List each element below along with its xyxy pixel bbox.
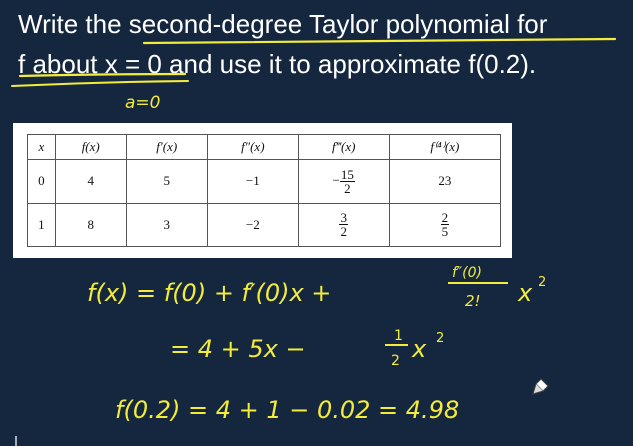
- cell-f1: 5: [126, 160, 207, 203]
- f3-numerator: 3: [340, 210, 347, 226]
- problem-line2-underlined: f about x = 0: [18, 49, 162, 79]
- cell-f: 8: [55, 203, 126, 246]
- work-line2-x: x: [412, 335, 427, 363]
- header-fx: f(x): [55, 135, 126, 160]
- underline-about-x0: [20, 74, 185, 76]
- work-line3-approximation: f(0.2) = 4 + 1 − 0.02 = 4.98: [115, 396, 460, 424]
- f3-sign: −: [332, 172, 340, 188]
- work-line1-numerator: f″(0): [452, 265, 482, 281]
- cell-f2: −2: [207, 203, 298, 246]
- header-f4x: f⁽⁴⁾(x): [389, 135, 500, 160]
- problem-line1-prefix: Write the: [18, 9, 129, 39]
- f3-denominator: 2: [344, 180, 351, 196]
- f3-numerator: 15: [340, 166, 354, 182]
- cell-f: 4: [55, 160, 126, 203]
- header-x: x: [28, 135, 56, 160]
- cell-x: 1: [28, 203, 56, 246]
- work-line2-expression: = 4 + 5x −: [170, 335, 306, 363]
- cell-f1: 3: [126, 203, 207, 246]
- work-line2-denominator: 2: [391, 353, 400, 369]
- header-f3x: f‴(x): [298, 135, 389, 160]
- work-line1-lhs: f(x) = f(0) + f′(0)x +: [87, 279, 332, 307]
- f4-denominator: 5: [441, 224, 449, 240]
- header-f2x: f″(x): [207, 135, 298, 160]
- pen-cursor-icon: [533, 379, 548, 394]
- work-line2-numerator: 1: [394, 328, 403, 344]
- work-line1-exponent: 2: [538, 275, 547, 290]
- problem-line2-suffix: and use it to approximate f(0.2).: [161, 49, 537, 79]
- problem-line1-underlined: second-degree Taylor polynomial: [128, 9, 510, 39]
- underline-about-x0-second: [12, 81, 188, 86]
- cell-f2: −1: [207, 160, 298, 203]
- f3-denominator: 2: [340, 224, 347, 240]
- work-line1-x: x: [518, 279, 533, 307]
- header-f1x: f′(x): [126, 135, 207, 160]
- problem-line1-suffix: for: [509, 9, 548, 39]
- work-line2-exponent: 2: [436, 331, 445, 346]
- annotation-a-equals-0: a=0: [125, 93, 161, 113]
- cell-f4: 23: [389, 160, 500, 203]
- f4-numerator: 2: [441, 210, 449, 226]
- cell-x: 0: [28, 160, 56, 203]
- underline-taylor: [144, 39, 615, 43]
- work-line1-denominator: 2!: [465, 292, 481, 310]
